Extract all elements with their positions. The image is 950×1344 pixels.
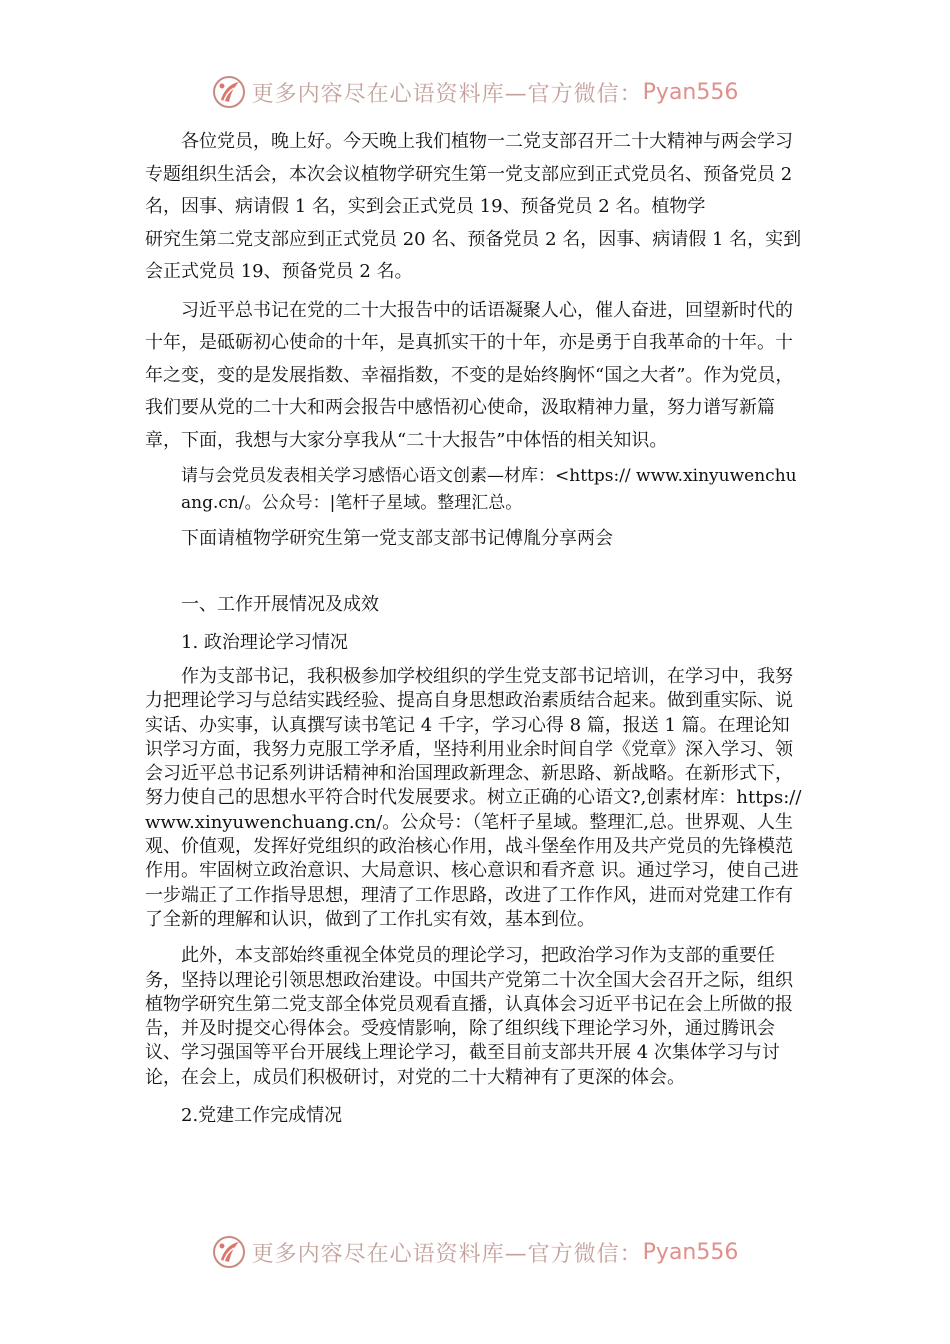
section-heading-work: 一、工作开展情况及成效 <box>181 594 379 615</box>
watermark-account: Pyan556 <box>642 1239 739 1265</box>
watermark-footer <box>0 1232 950 1272</box>
flame-leaf-logo-icon <box>212 75 246 109</box>
material-reference-line: 请与会党员发表相关学习感悟心语文创素—材库：<https:// www.xinyuwenchuang.cn/。公众号：|笔杆子星域。整理汇总。 <box>181 466 797 513</box>
watermark-text: 更多内容尽在心语资料库—官方微信： <box>251 1241 643 1267</box>
report-paragraph: 习近平总书记在党的二十大报告中的话语凝聚人心，催人奋进，回望新时代的十年，是砥砺初心使命的十年，是真抓实干的十年，亦是勇于自我革命的十年。十年之变，变的是发展指数、幸福指数，不变的是始终胸怀“国之大者”。作为党员，我们要从党的二十大和两会报告中感悟初心使命，汲取精神力量，努力谱写新篇章，下面，我想与大家分享我从“二十大报告”中体悟的相关知识。 <box>145 299 794 451</box>
opening-paragraph-continued: 研究生第二党支部应到正式党员 20 名、预备党员 2 名，因事、病请假 1 名，实到会正式党员 19、预备党员 2 名。 <box>145 228 802 282</box>
opening-paragraph: 各位党员，晚上好。今天晚上我们植物一二党支部召开二十大精神与两会学习专题组织生活会，本次会议植物学研究生第一党支部应到正式党员名、预备党员 2 名，因事、病请假 1 名，实到会正式党员 19、预备党员 2 名。植物学 <box>145 131 793 217</box>
branch-study-paragraph: 此外，本支部始终重视全体党员的理论学习，把政治学习作为支部的重要任务，坚持以理论引领思想政治建设。中国共产党第二十次全国大会召开之际，组织植物学研究生第二党支部全体党员观看直播，认真体会习近平书记在会上所做的报告，并及时提交心得体会。受疫情影响，除了组织线下理论学习外，通过腾讯会议、学习强国等平台开展线上理论学习，截至目前支部共开展 4 次集体学习与讨论，在会上，成员们积极研讨，对党的二十大精神有了更深的体会。 <box>145 945 793 1088</box>
flame-leaf-logo-icon <box>212 1235 246 1269</box>
watermark-header <box>0 72 950 112</box>
watermark-account: Pyan556 <box>642 79 739 105</box>
subsection-heading-party-building: 2.党建工作完成情况 <box>181 1105 343 1127</box>
theory-study-paragraph: 作为支部书记，我积极参加学校组织的学生党支部书记培训，在学习中，我努力把理论学习与总结实践经验、提高自身思想政治素质结合起来。做到重实际、说实话、办实事，认真撰写读书笔记 4 千字，学习心得 8 篇，报送 1 篇。在理论知识学习方面，我努力克服工学矛盾，坚持利用业余时间自学《党章》深入学习、领会习近平总书记系列讲话精神和治国理政新理念、新思路、新战略。在新形式下，努力使自己的思想水平符合时代发展要求。树立正确的心语文?,创素材库：https://www.xinyuwenchuang.cn/。公众号：（笔杆子星域。整理汇,总。世界观、人生观、价值观，发挥好党组织的政治核心作用，战斗堡垒作用及共产党员的先锋模范作用。牢固树立政治意识、大局意识、核心意识和看齐意 识。通过学习，使自己进一步端正了工作指导思想，理清了工作思路，改进了工作作风，进而对党建工作有了全新的理解和认识，做到了工作扎实有效，基本到位。 <box>145 666 802 930</box>
next-speaker-line: 下面请植物学研究生第一党支部支部书记傅胤分享两会 <box>181 528 613 549</box>
subsection-heading-theory: 1. 政治理论学习情况 <box>181 632 348 653</box>
document-body <box>145 126 805 1132</box>
watermark-text: 更多内容尽在心语资料库—官方微信： <box>251 81 643 107</box>
